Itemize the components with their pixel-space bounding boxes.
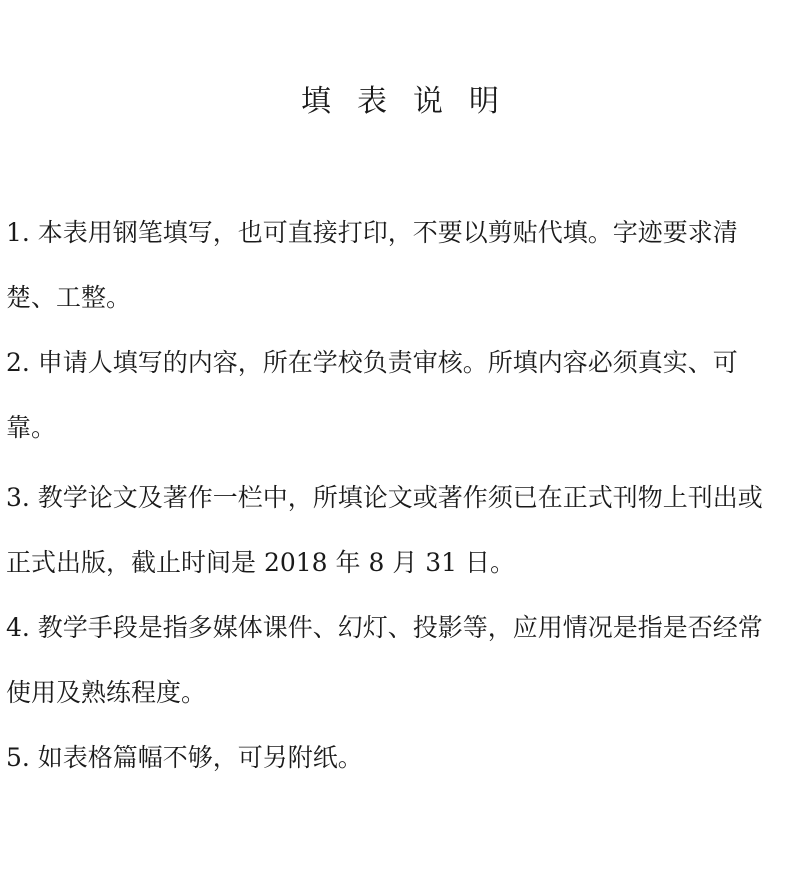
instruction-item-1: 1. 本表用钢笔填写，也可直接打印，不要以剪贴代填。字迹要求清楚、工整。 xyxy=(6,218,738,312)
instruction-item-4: 4. 教学手段是指多媒体课件、幻灯、投影等，应用情况是指是否经常使用及熟练程度。 xyxy=(6,613,763,707)
instruction-item-3: 3. 教学论文及著作一栏中，所填论文或著作须已在正式刊物上刊出或正式出版，截止时间是 2018 年 8 月 31 日。 xyxy=(6,483,763,577)
instruction-item-5: 5. 如表格篇幅不够，可另附纸。 xyxy=(6,743,363,772)
instruction-item-2: 2. 申请人填写的内容，所在学校负责审核。所填内容必须真实、可靠。 xyxy=(6,348,738,442)
page-title: 填表说明 xyxy=(301,84,525,119)
